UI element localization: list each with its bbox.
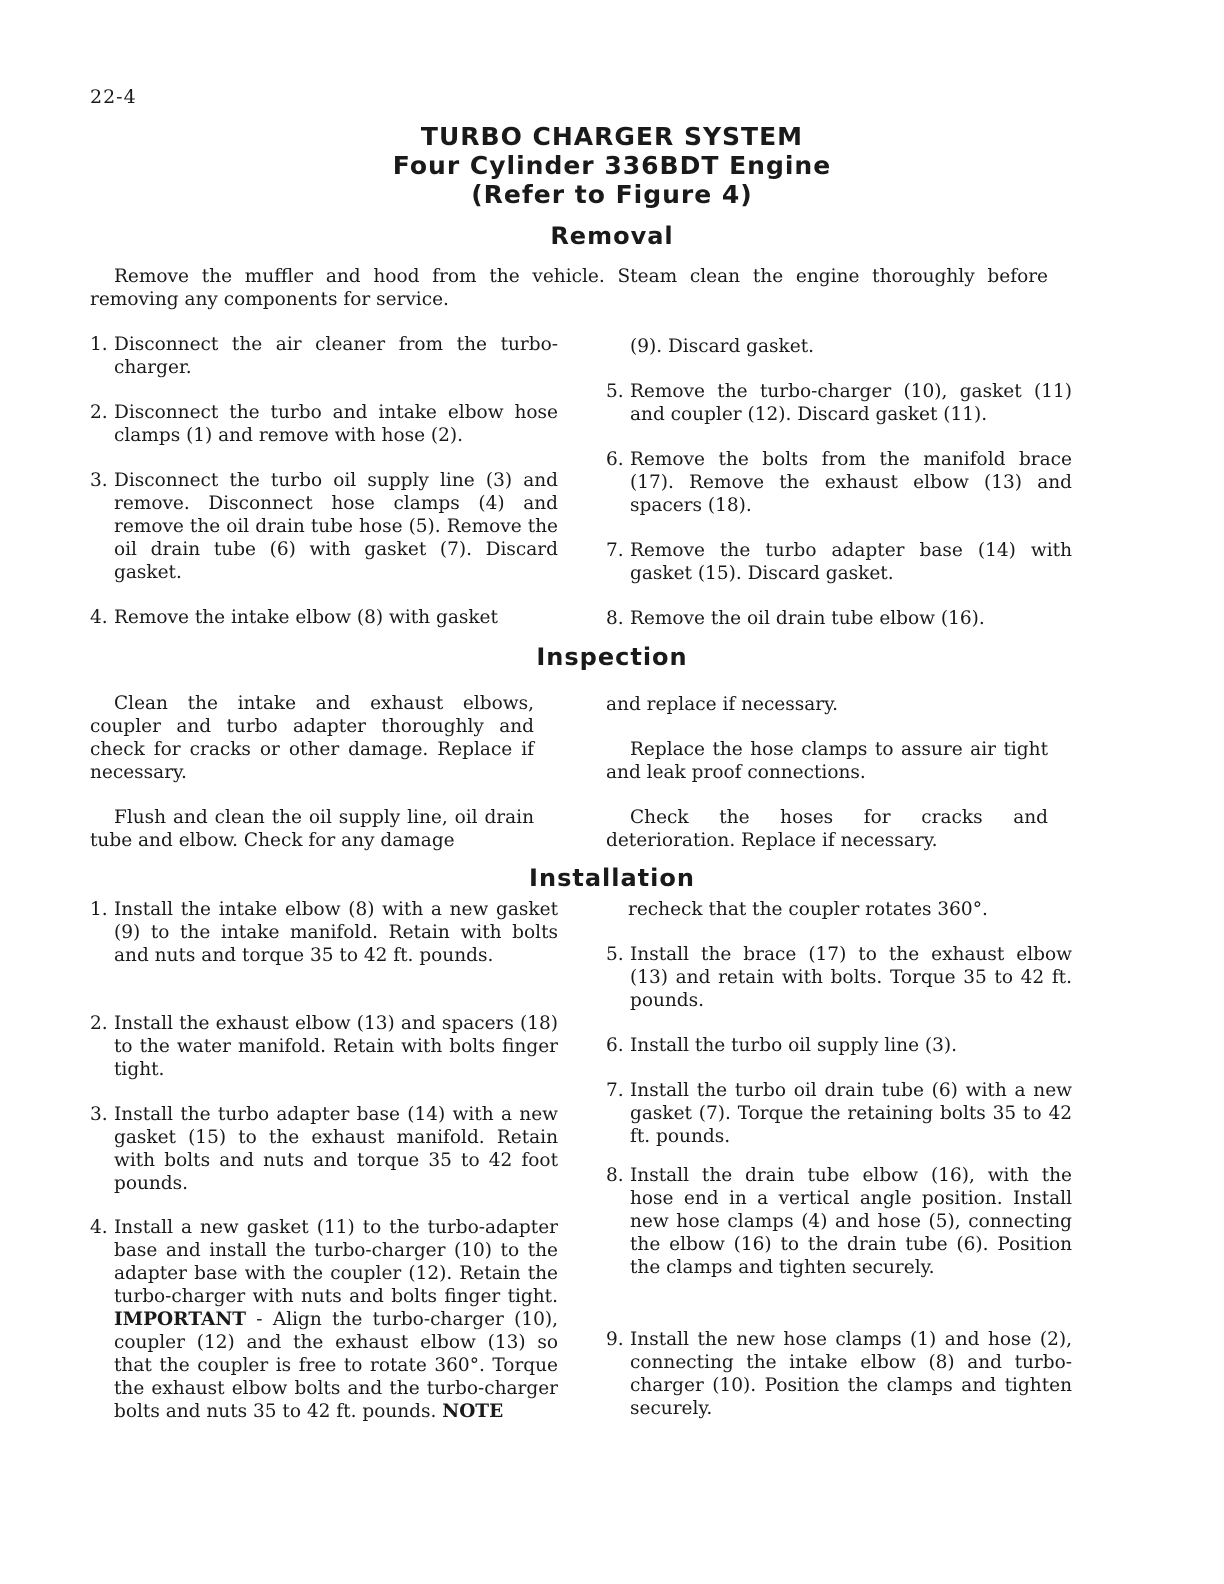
important-label: IMPORTANT <box>114 1309 246 1330</box>
removal-step: 5. Remove the turbo-charger (10), gasket (11) and coupler (12). Discard gasket (11). <box>606 381 1072 425</box>
removal-step: 8. Remove the oil drain tube elbow (16). <box>606 608 985 629</box>
figure-reference: (Refer to Figure 4) <box>471 180 753 209</box>
installation-step: 8. Install the drain tube elbow (16), with the hose end in a vertical angle position. Install new hose clamps (4) and hose (5), connecting the elbow (16) to the drain tube (6). Position the clamps and tighten securely. <box>606 1165 1072 1278</box>
installation-step: 4. Install a new gasket (11) to the turbo-adapter base and install the turbo-charger (10) to the adapter base with the coupler (12). Retain the turbo-charger with nuts and bolts finger tight. IMPORTANT - Align the turbo-charger (10), coupler (12) and the exhaust elbow (13) so that the coupler is free to rotate 360°. Torque the exhaust elbow bolts and the turbo-charger bolts and nuts 35 to 42 ft. pounds. NOTE <box>90 1217 558 1422</box>
installation-step-continuation: recheck that the coupler rotates 360°. <box>628 899 988 920</box>
title-block <box>0 122 1224 209</box>
inspection-paragraph: Check the hoses for cracks and deterioration. Replace if necessary. <box>606 807 1048 851</box>
removal-step-continuation: (9). Discard gasket. <box>630 336 815 357</box>
installation-step: 1. Install the intake elbow (8) with a new gasket (9) to the intake manifold. Retain with bolts and nuts and torque 35 to 42 ft. pounds. <box>90 899 558 966</box>
removal-step: 4. Remove the intake elbow (8) with gasket <box>90 607 498 628</box>
installation-step: 9. Install the new hose clamps (1) and hose (2), connecting the intake elbow (8) and turbo-charger (10). Position the clamps and tighten securely. <box>606 1329 1072 1419</box>
page-subtitle: Four Cylinder 336BDT Engine <box>392 151 832 180</box>
installation-heading: Installation <box>529 864 695 892</box>
inspection-paragraph: Replace the hose clamps to assure air tight and leak proof connections. <box>606 739 1048 783</box>
inspection-paragraph: and replace if necessary. <box>606 694 838 715</box>
installation-step: 2. Install the exhaust elbow (13) and spacers (18) to the water manifold. Retain with bolts finger tight. <box>90 1013 558 1080</box>
inspection-paragraph: Clean the intake and exhaust elbows, coupler and turbo adapter thoroughly and check for cracks or other damage. Replace if necessary. <box>90 693 534 783</box>
removal-step: 6. Remove the bolts from the manifold brace (17). Remove the exhaust elbow (13) and spacers (18). <box>606 449 1072 516</box>
removal-intro: Remove the muffler and hood from the vehicle. Steam clean the engine thoroughly before removing any components for service. <box>90 266 1048 310</box>
page-title: TURBO CHARGER SYSTEM <box>420 122 804 151</box>
inspection-heading: Inspection <box>536 643 688 671</box>
installation-step: 3. Install the turbo adapter base (14) with a new gasket (15) to the exhaust manifold. Retain with bolts and nuts and torque 35 to 42 foot pounds. <box>90 1104 558 1194</box>
installation-step: 6. Install the turbo oil supply line (3). <box>606 1035 957 1056</box>
removal-step: 2. Disconnect the turbo and intake elbow hose clamps (1) and remove with hose (2). <box>90 402 558 446</box>
removal-heading: Removal <box>550 222 674 250</box>
removal-step: 1. Disconnect the air cleaner from the turbo-charger. <box>90 334 558 378</box>
page-number: 22-4 <box>90 86 137 108</box>
note-label: NOTE <box>442 1401 504 1422</box>
installation-step: 5. Install the brace (17) to the exhaust elbow (13) and retain with bolts. Torque 35 to 42 ft. pounds. <box>606 944 1072 1011</box>
installation-step: 7. Install the turbo oil drain tube (6) with a new gasket (7). Torque the retaining bolts 35 to 42 ft. pounds. <box>606 1080 1072 1147</box>
inspection-paragraph: Flush and clean the oil supply line, oil drain tube and elbow. Check for any damage <box>90 807 534 851</box>
removal-step: 7. Remove the turbo adapter base (14) with gasket (15). Discard gasket. <box>606 540 1072 584</box>
removal-step: 3. Disconnect the turbo oil supply line (3) and remove. Disconnect hose clamps (4) and remove the oil drain tube hose (5). Remove the oil drain tube (6) with gasket (7). Discard gasket. <box>90 470 558 583</box>
